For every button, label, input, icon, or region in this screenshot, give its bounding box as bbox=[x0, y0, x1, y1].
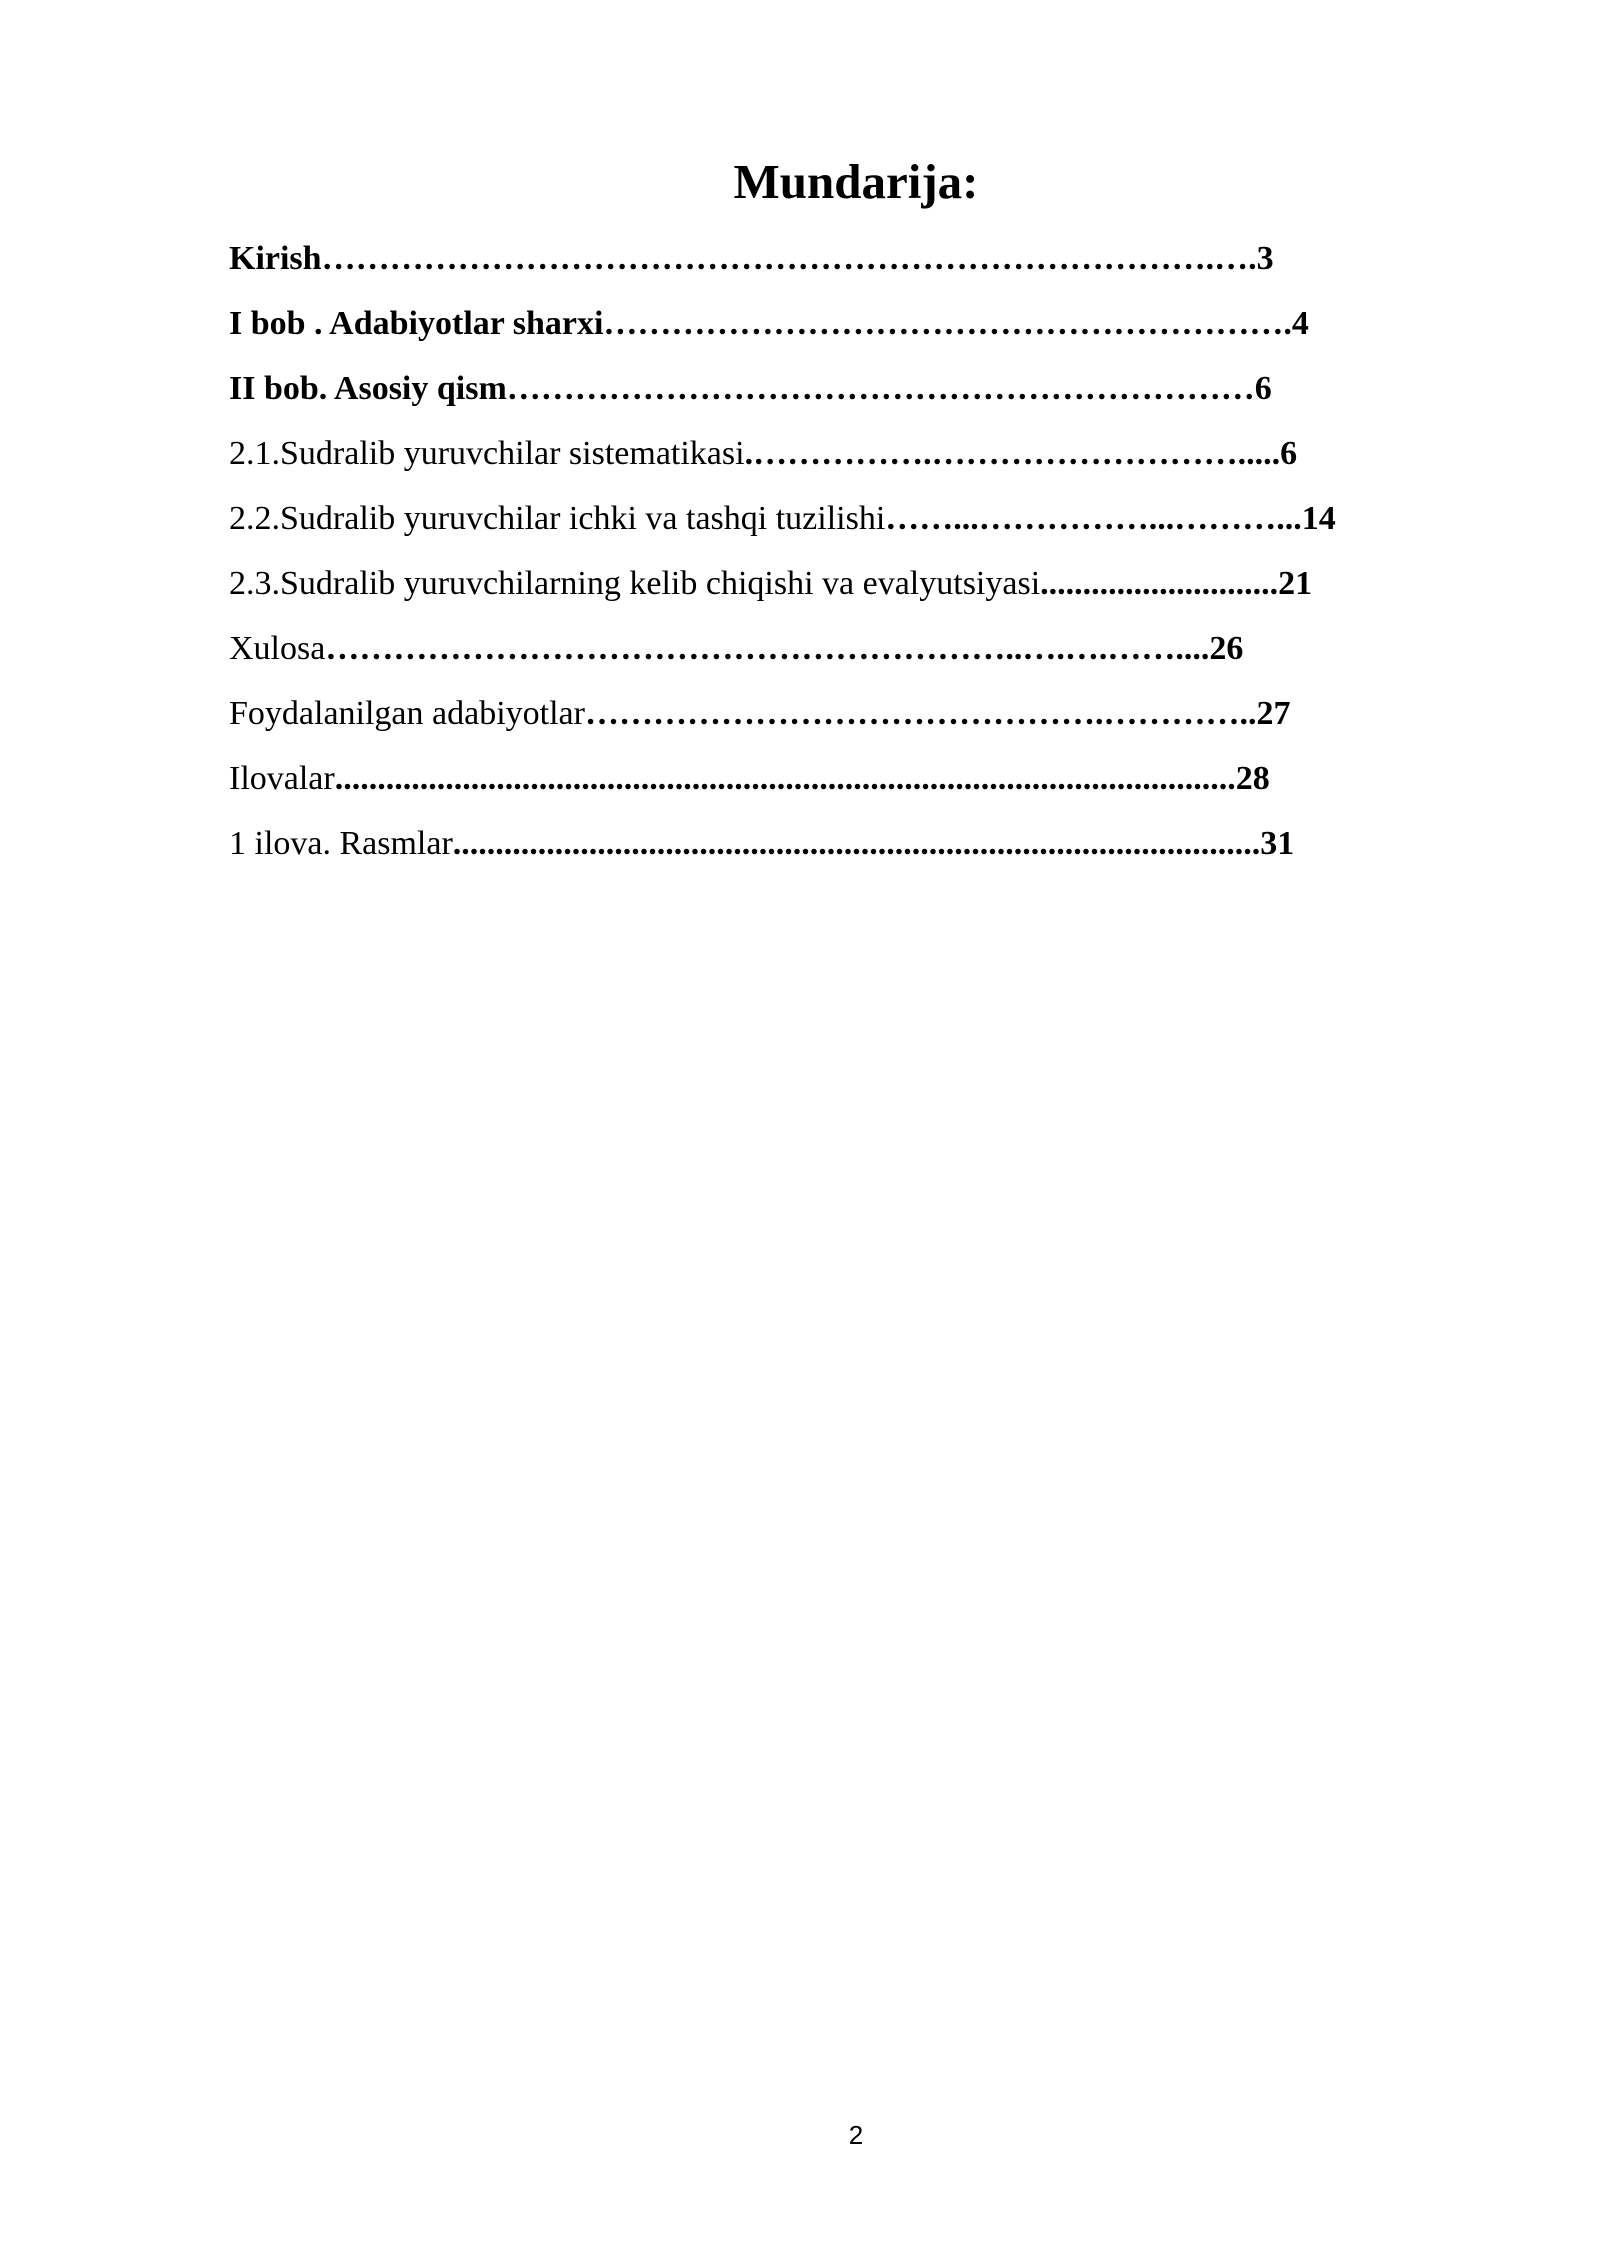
toc-entry bbox=[229, 299, 1459, 364]
toc-entry-page: 3 bbox=[1256, 240, 1274, 277]
toc-entry-leader: ……...……………...………... bbox=[885, 500, 1302, 537]
toc-entry-title: 2.3.Sudralib yuruvchilarning kelib chiqishi va evalyutsiyasi bbox=[229, 565, 1041, 602]
toc-entry bbox=[229, 429, 1459, 494]
toc-entry bbox=[229, 494, 1459, 559]
toc-entry-title: 2.2.Sudralib yuruvchilar ichki va tashqi tuzilishi bbox=[229, 500, 886, 537]
toc-entry-page: 27 bbox=[1256, 695, 1291, 732]
toc-entry-title: 2.1.Sudralib yuruvchilar sistematikasi bbox=[229, 435, 745, 472]
toc-entry-page: 6 bbox=[1280, 435, 1298, 472]
toc-entry-leader: ............................ bbox=[1040, 565, 1279, 602]
toc-entry-leader: ……………………………………………………. bbox=[603, 305, 1292, 342]
toc-entry-title: I bob . Adabiyotlar sharxi bbox=[229, 305, 604, 342]
toc-entry-page: 14 bbox=[1301, 500, 1336, 537]
toc-entry-title: Ilovalar bbox=[229, 760, 335, 797]
toc-entry bbox=[229, 754, 1459, 819]
toc-entry-leader: ............................................................................................... bbox=[452, 825, 1261, 862]
toc-entry bbox=[229, 234, 1459, 299]
page-number: 2 bbox=[848, 2120, 864, 2150]
toc-entry-leader: ……………………………………….………….. bbox=[584, 695, 1257, 732]
toc-entry-page: 6 bbox=[1254, 370, 1272, 407]
toc-entry-page: 28 bbox=[1235, 760, 1270, 797]
toc-title: Mundarija: bbox=[733, 154, 979, 209]
toc-entry-title: II bob. Asosiy qism bbox=[229, 370, 507, 407]
toc-entry-page: 26 bbox=[1209, 630, 1244, 667]
table-of-contents bbox=[229, 234, 1459, 884]
toc-entry bbox=[229, 689, 1459, 754]
toc-entry-leader: …………………………………………………………………….…. bbox=[321, 240, 1257, 277]
toc-entry bbox=[229, 364, 1459, 429]
toc-entry-title: Xulosa bbox=[229, 630, 326, 667]
toc-entry bbox=[229, 819, 1459, 884]
toc-entry bbox=[229, 624, 1459, 689]
toc-entry-page: 21 bbox=[1278, 565, 1313, 602]
toc-entry bbox=[229, 559, 1459, 624]
toc-entry-title: 1 ilova. Rasmlar bbox=[229, 825, 453, 862]
toc-entry-page: 31 bbox=[1260, 825, 1295, 862]
toc-entry-leader: .......................................................................................................... bbox=[334, 760, 1236, 797]
toc-entry-title: Kirish bbox=[229, 240, 322, 277]
toc-entry-leader: ………………………………………………………… bbox=[506, 370, 1255, 407]
toc-entry-leader: ……………………………………………………..….….…….... bbox=[325, 630, 1210, 667]
toc-entry-page: 4 bbox=[1291, 305, 1309, 342]
toc-entry-leader: .…………….………………………..... bbox=[744, 435, 1281, 472]
toc-entry-title: Foydalanilgan adabiyotlar bbox=[229, 695, 585, 732]
